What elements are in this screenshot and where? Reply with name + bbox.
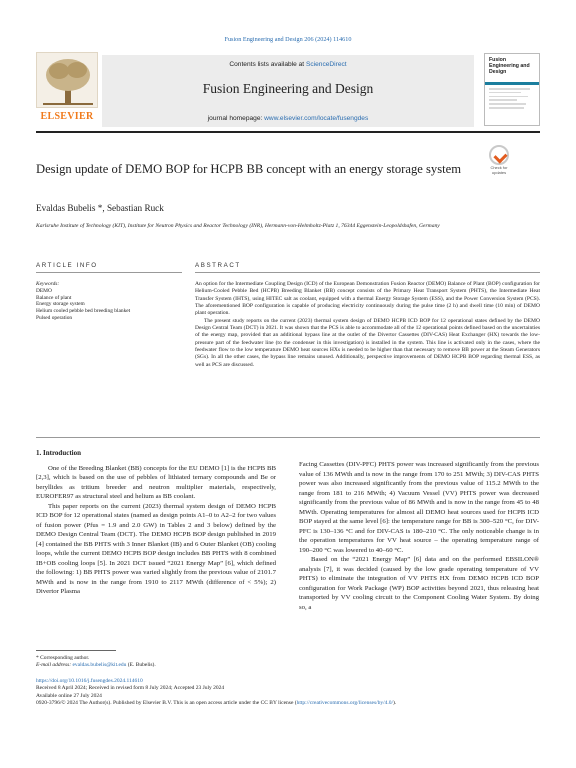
keyword-item: Balance of plant (36, 294, 72, 301)
author-affiliation: Karlsruhe Institute of Technology (KIT), Institute for Neutron Physics and Reactor Technology (INR), Hermann-von-Helmholtz-Platz 1, 76344 Eggenstein-Leopoldshafen, Germany (36, 223, 440, 229)
email-label: E-mail address: (36, 662, 73, 669)
sciencedirect-link[interactable]: ScienceDirect (305, 61, 347, 68)
keyword-item: Energy storage system (36, 301, 85, 308)
check-updates-icon (489, 145, 509, 165)
author-list[interactable]: Evaldas Bubelis *, Sebastian Ruck (36, 203, 164, 213)
license-suffix: ). (393, 700, 397, 707)
available-online: Available online 27 July 2024 (36, 692, 102, 699)
publisher-name: ELSEVIER (40, 111, 94, 122)
article-info-divider (36, 272, 182, 273)
journal-citation[interactable]: Fusion Engineering and Design 206 (2024) 114610 (224, 36, 352, 43)
check-updates-label: Check for updates (490, 165, 508, 175)
publication-info (36, 678, 540, 708)
body-paragraph: Facing Cassettes (DIV-PFC) PHTS power was increased significantly from the previous value of 136 MWth and is now in the range from 170 to 251 MWth; 3) DIV-CAS PHTS power was also increased significantly from the previous value of 115.2 MWth to the range from 181 to 216 MWth; 4) Vacuum Vessel (VV) PHTS power was decreased significantly from the previous value of 86 MWth and is now in the range from 45 to 48 MWth. Operating temperatures for almost all DEMO heat sources used for HCPB ICD BOP stayed at the same level [6]: the temperature range for BB is 300–520 °C, for DIV-PFC is 130–136 °C and for DIV-CAS is 180–210 °C. The only noticeable change is in the operation temperatures for VV heat source – the operating temperature range of 190–200 °C was lowered to 40–60 °C. (299, 461, 539, 554)
elsevier-logo[interactable] (36, 52, 98, 122)
license-prefix: 0920-3796/© 2024 The Author(s). Published by Elsevier B.V. This is an open access article under the CC BY license ( (36, 700, 297, 707)
received-dates: Received 8 April 2024; Received in revised form 8 July 2024; Accepted 23 July 2024 (36, 685, 225, 692)
cover-lines (485, 85, 539, 114)
abstract-text (195, 281, 540, 369)
homepage-line (102, 115, 474, 122)
section-heading-introduction: 1. Introduction (36, 449, 81, 457)
email-line (36, 662, 540, 669)
journal-title: Fusion Engineering and Design (202, 81, 374, 96)
body-column-right (299, 460, 539, 612)
body-paragraph: One of the Breeding Blanket (BB) concepts for the EU DEMO [1] is the HCPB BB [2,3], which is based on the use of pebbles of lithiated ternary compounds and Be or beryllides as tritium breeder and neutron multiplier materials, respectively, EUROFER97 as structural steel and helium as BB coolant. (36, 464, 276, 500)
keywords-label: Keywords: (36, 281, 60, 287)
email-link[interactable]: evaldas.bubelis@kit.edu (72, 662, 127, 669)
footnote (36, 655, 540, 669)
keyword-item: Helium cooled pebble bed breeding blanket (36, 308, 131, 315)
journal-cover-thumbnail[interactable] (484, 53, 540, 126)
article-title: Design update of DEMO BOP for HCPB BB concept with an energy storage system (36, 162, 461, 176)
abstract-paragraph: The present study reports on the current (2023) thermal system design of DEMO HCPB ICD BOP for 12 operational states defined by the DEMO Design Central Team (DCT) in 2021. It was shown that the PCS is able to accommodate all of the 12 operational points defined based on the uncertainties of the energy map, provided that an additional bypass line at the outlet of the Divertor Cassettes (DIV-CAS) Heat Exchanger (HX) towards the low-pressure part of the feedwater line (to the condenser in this investigation) is installed in the system. This line is activated only in the cases, where the feedwater flow to the low temperature DEMO heat sources HXs is needed to be higher than that necessary to remove BB power at the Steam Generators (SGs). In all the other cases, the bypass line remains unused. Additionally, perspective improvements of DEMO HCPB BOP regarding thermal ESS, as well as PCS are discussed. (195, 317, 540, 368)
abstract-paragraph: An option for the Intermediate Coupling Design (ICD) of the European Demonstration Fusion Reactor (DEMO) Balance of Plant (BOP) configuration for Helium-Cooled Pebble Bed (HCPB) Breeding Blanket (BB) concept consists of the Primary Heat Transport System (PHTS), the Intermediate Heat Transfer System (IHTS), using HITEC salt as coolant, equipped with a thermal Energy Storage System (ESS), and the Power Conversion System (PCS). The aforementioned BOP configuration is capable of producing electricity continuously during the pulse time (2 h) and dwell time (10 min) of DEMO plant operation. (195, 281, 540, 317)
doi-link[interactable]: https://doi.org/10.1016/j.fusengdes.2024.114610 (36, 678, 143, 684)
contents-prefix: Contents lists available at (229, 61, 306, 68)
corresponding-author-note: * Corresponding author. (36, 655, 90, 661)
homepage-prefix: journal homepage: (207, 115, 265, 122)
keyword-item: Pulsed operation (36, 314, 73, 321)
contents-line (102, 61, 474, 68)
footnote-divider (36, 650, 116, 651)
abstract-divider (195, 272, 540, 273)
keyword-item: DEMO (36, 288, 52, 294)
license-line (36, 700, 540, 707)
header-divider (36, 131, 540, 133)
license-link[interactable]: http://creativecommons.org/licenses/by/4.0/ (296, 700, 394, 707)
elsevier-tree-icon (36, 52, 98, 108)
abstract-bottom-divider (36, 437, 540, 438)
email-suffix: (E. Bubelis). (126, 662, 156, 669)
article-info-heading: ARTICLE INFO (36, 262, 98, 269)
body-paragraph: This paper reports on the current (2023) thermal system design of DEMO HCPB ICD BOP for 12 operational states (named as design points A1–0 to A2–2 for two values of fusion power (Pfus = 1.9 and 2.0 GW) in Tables 2 and 3 below) defined by the DEMO Design Central Team (DCT). The DEMO HCPB BOP design published in 2019 [4] contained the BB PHTS with 3 Inner Blanket (IB) and 6 Outer Blanket (OB) cooling loops, while the current DEMO HCPB BOP design includes BB PHTS with 8 combined IB+OB cooling loops [5]. In 2021 DCT issued “2021 Energy Map” [6], which defined the following: 1) BB PHTS power was varied slightly from the previous value of 2101.7 MWth and is now in the range from 1910 to 2117 MWth (difference of < 5%); 2) Divertor Plasma (36, 502, 276, 595)
cover-title: Fusion Engineering and Design (485, 54, 539, 82)
body-paragraph: Based on the “2021 Energy Map” [6] data and on the performed EBSILON® analysis [7], it was decided (caused by the low grade operating temperature of VV PHTS) to eliminate the integration of VV PHTS HX from DEMO HCPB ICD BOP configuration for Work Package (WP) BOP activities beyond 2021, thus releasing heat transported by VV cooling circuit to the Component Cooling Water System. By doing so, a (299, 556, 539, 611)
abstract-heading: ABSTRACT (195, 262, 241, 269)
homepage-link[interactable]: www.elsevier.com/locate/fusengdes (264, 115, 369, 122)
check-for-updates-badge[interactable] (485, 145, 513, 175)
body-column-left (36, 449, 276, 597)
keywords-list (36, 288, 130, 322)
